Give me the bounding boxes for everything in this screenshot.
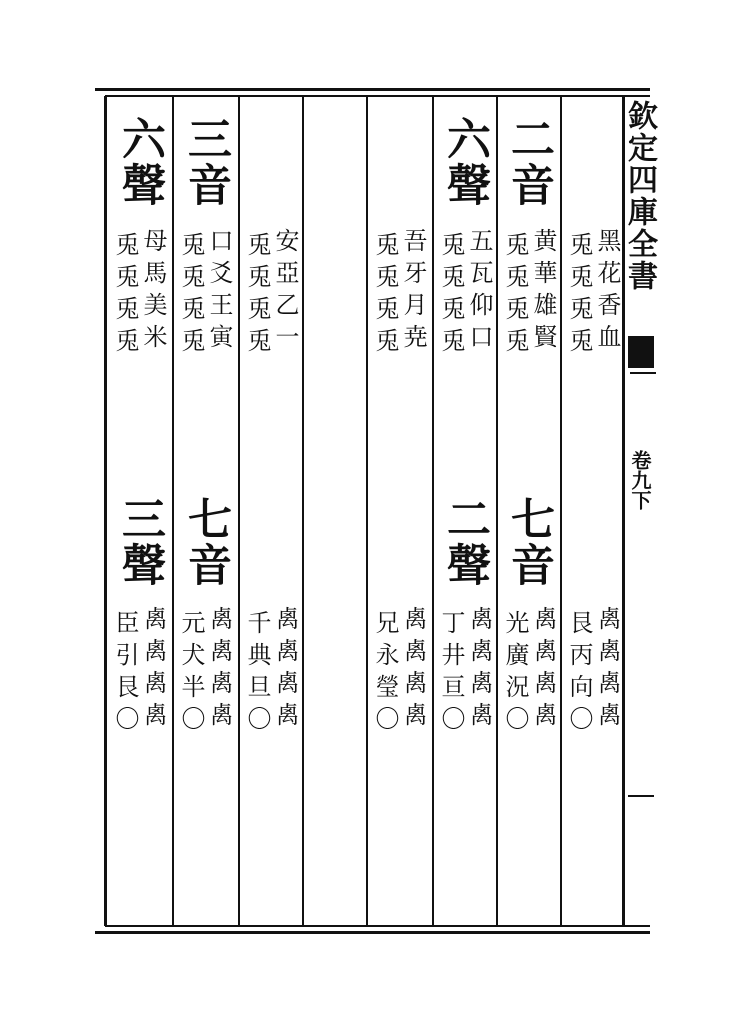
column-4-bottom-line-b: 兄永瑩〇 — [371, 610, 399, 738]
column-8-bottom-line-b: 臣引艮〇 — [111, 610, 139, 738]
column-7-bottom-line-a: 禼禼禼禼 — [205, 606, 233, 734]
bottom-border-inner — [105, 925, 650, 927]
column-8-top-head: 六聲 — [114, 116, 165, 208]
column-2-top-head: 二音 — [503, 116, 554, 208]
column-3-bottom-line-a: 禼禼禼禼 — [465, 606, 493, 734]
top-border-inner — [105, 95, 650, 97]
column-2-top-line-a: 黄華雄賢 — [529, 228, 557, 356]
column-4-top-line-b: 兎兎兎兎 — [371, 232, 399, 360]
column-6-bottom-line-b: 千典旦〇 — [243, 610, 271, 738]
fish-tail-mark — [630, 372, 656, 384]
column-7-top-line-b: 兎兎兎兎 — [177, 232, 205, 360]
top-border — [95, 88, 650, 91]
column-3-bottom-line-b: 丁井亘〇 — [437, 610, 465, 738]
column-divider — [302, 96, 304, 926]
column-2-top-line-b: 兎兎兎兎 — [501, 232, 529, 360]
column-1-bottom-line-a: 禼禼禼禼 — [593, 606, 621, 734]
column-3-top-head: 六聲 — [439, 116, 490, 208]
column-8-bottom-line-a: 禼禼禼禼 — [139, 606, 167, 734]
column-divider — [366, 96, 368, 926]
column-4-top-line-a: 吾牙月尭 — [399, 228, 427, 356]
left-border — [104, 96, 107, 926]
column-3-bottom-head: 二聲 — [439, 496, 490, 588]
column-8-top-line-a: 母馬美米 — [139, 228, 167, 356]
volume-label: 卷九下 — [628, 450, 652, 510]
column-3-top-line-b: 兎兎兎兎 — [437, 232, 465, 360]
column-7-top-head: 三音 — [180, 116, 231, 208]
column-4-bottom-line-a: 禼禼禼禼 — [399, 606, 427, 734]
column-2-bottom-line-b: 光廣況〇 — [501, 610, 529, 738]
column-3-top-line-a: 五瓦仰口 — [465, 228, 493, 356]
column-2-bottom-head: 七音 — [503, 496, 554, 588]
column-8-bottom-head: 三聲 — [114, 496, 165, 588]
column-divider — [238, 96, 240, 926]
column-divider — [560, 96, 562, 926]
column-8-top-line-b: 兎兎兎兎 — [111, 232, 139, 360]
column-1-top-line-b: 兎兎兎兎 — [565, 232, 593, 360]
column-1-bottom-line-b: 艮丙向〇 — [565, 610, 593, 738]
column-7-top-line-a: 口爻王寅 — [205, 228, 233, 356]
margin-strip — [622, 100, 657, 926]
column-1-top-line-a: 黑花香血 — [593, 228, 621, 356]
column-7-bottom-line-b: 元犬半〇 — [177, 610, 205, 738]
column-2-bottom-line-a: 禼禼禼禼 — [529, 606, 557, 734]
column-6-top-line-b: 兎兎兎兎 — [243, 232, 271, 360]
column-divider — [172, 96, 174, 926]
column-6-bottom-line-a: 禼禼禼禼 — [271, 606, 299, 734]
bottom-border — [95, 931, 650, 934]
fish-tail-block — [628, 336, 654, 368]
column-7-bottom-head: 七音 — [180, 496, 231, 588]
column-6-top-line-a: 安亞乙一 — [271, 228, 299, 356]
book-title: 欽定四庫全書 — [622, 100, 657, 292]
column-divider — [496, 96, 498, 926]
margin-rule — [628, 795, 654, 797]
column-divider — [432, 96, 434, 926]
